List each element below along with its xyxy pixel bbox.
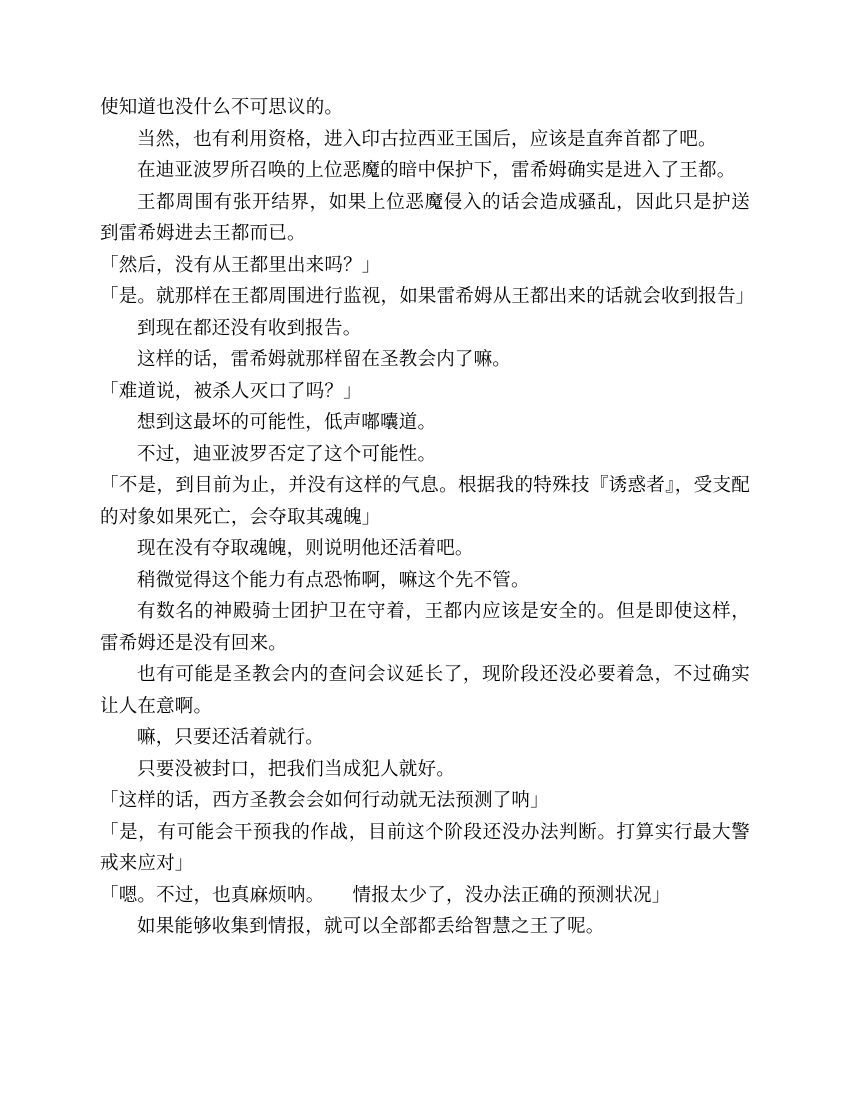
paragraph: 只要没被封口，把我们当成犯人就好。 — [137, 758, 455, 780]
paragraph: 如果能够收集到情报，就可以全部都丢给智慧之王了呢。 — [137, 916, 605, 937]
paragraph: 想到这最坏的可能性，低声嘟囔道。 — [137, 412, 437, 433]
paragraph: 稍微觉得这个能力有点恐怖啊，嘛这个先不管。 — [137, 569, 530, 591]
paragraph: 「这样的话，西方圣教会会如何行动就无法预测了呐」 — [100, 790, 549, 811]
paragraph: 嘛，只要还活着就行。 — [137, 727, 325, 748]
paragraph: 现在没有夺取魂魄，则说明他还活着吧。 — [137, 538, 474, 559]
paragraph: 到现在都还没有收到报告。 — [137, 317, 362, 339]
paragraph: 「不是，到目前为止，并没有这样的气息。根据我的特殊技『诱惑者』，受支配的对象如果死亡，会夺取其魂魄」 — [100, 475, 750, 528]
paragraph: 「是。就那样在王都周围进行监视，如果雷希姆从王都出来的话就会收到报告」 — [100, 286, 755, 307]
paragraph: 不过，迪亚波罗否定了这个可能性。 — [137, 443, 437, 465]
paragraph: 「是，有可能会干预我的作战，目前这个阶段还没办法判断。打算实行最大警戒来应对」 — [100, 821, 750, 874]
paragraph: 使知道也没什么不可思议的。 — [100, 97, 344, 118]
paragraph: 「难道说，被杀人灭口了吗？」 — [100, 380, 362, 402]
paragraph: 也有可能是圣教会内的查问会议延长了，现阶段还没必要着急，不过确实让人在意啊。 — [100, 664, 750, 717]
paragraph: 有数名的神殿骑士团护卫在守着，王都内应该是安全的。但是即使这样，雷希姆还是没有回来。 — [100, 601, 750, 654]
paragraph: 「嗯。不过，也真麻烦呐。 情报太少了，没办法正确的预测状况」 — [100, 884, 671, 906]
paragraph: 这样的话，雷希姆就那样留在圣教会内了嘛。 — [137, 349, 512, 370]
document-body — [100, 92, 755, 943]
paragraph: 「然后，没有从王都里出来吗？」 — [100, 254, 381, 276]
paragraph: 当然，也有利用资格，进入印古拉西亚王国后，应该是直奔首都了吧。 — [137, 128, 717, 150]
paragraph: 王都周围有张开结界，如果上位恶魔侵入的话会造成骚乱，因此只是护送到雷希姆进去王都而已。 — [100, 191, 750, 244]
paragraph: 在迪亚波罗所召唤的上位恶魔的暗中保护下，雷希姆确实是进入了王都。 — [137, 160, 736, 181]
